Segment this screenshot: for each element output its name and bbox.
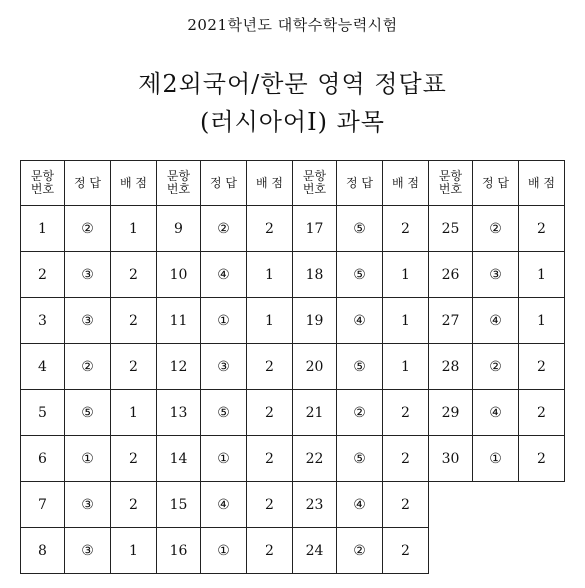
question-number-cell: 24 xyxy=(293,528,337,574)
answer-cell: ② xyxy=(201,206,247,252)
answer-cell: ④ xyxy=(337,298,383,344)
points-cell: 1 xyxy=(519,252,565,298)
answer-cell: ④ xyxy=(337,482,383,528)
header-question-number-line2: 번호 xyxy=(166,182,191,196)
table-row xyxy=(21,298,565,344)
points-cell: 2 xyxy=(247,482,293,528)
header-points: 배 점 xyxy=(519,161,565,206)
answer-cell: ⑤ xyxy=(201,390,247,436)
question-number-cell: 18 xyxy=(293,252,337,298)
points-cell: 2 xyxy=(111,482,157,528)
question-number-cell: 12 xyxy=(157,344,201,390)
answer-cell: ⑤ xyxy=(337,252,383,298)
document-title: 제2외국어/한문 영역 정답표 xyxy=(138,70,447,98)
answer-cell: ④ xyxy=(473,390,519,436)
question-number-cell: 14 xyxy=(157,436,201,482)
table-body xyxy=(21,206,565,574)
header-question-number-line2: 번호 xyxy=(30,182,55,196)
question-number-cell: 8 xyxy=(21,528,65,574)
exam-name: 2021학년도 대학수학능력시험 xyxy=(187,16,398,34)
empty-cell xyxy=(429,528,473,574)
table-row xyxy=(21,528,565,574)
points-cell: 1 xyxy=(383,298,429,344)
answer-cell: ③ xyxy=(201,344,247,390)
question-number-cell: 2 xyxy=(21,252,65,298)
points-cell: 1 xyxy=(111,390,157,436)
points-cell: 2 xyxy=(111,252,157,298)
answer-cell: ② xyxy=(337,390,383,436)
question-number-cell: 3 xyxy=(21,298,65,344)
points-cell: 1 xyxy=(111,206,157,252)
header-question-number-line1: 문항 xyxy=(438,169,463,183)
table-row xyxy=(21,344,565,390)
header-question-number xyxy=(429,161,473,206)
question-number-cell: 29 xyxy=(429,390,473,436)
question-number-cell: 22 xyxy=(293,436,337,482)
answer-cell: ④ xyxy=(473,298,519,344)
answer-cell: ① xyxy=(473,436,519,482)
points-cell: 1 xyxy=(111,528,157,574)
answer-cell: ④ xyxy=(201,482,247,528)
question-number-cell: 11 xyxy=(157,298,201,344)
header-points: 배 점 xyxy=(383,161,429,206)
answer-cell: ② xyxy=(65,206,111,252)
table-row xyxy=(21,482,565,528)
points-cell: 2 xyxy=(383,482,429,528)
points-cell: 2 xyxy=(247,390,293,436)
answer-cell: ① xyxy=(201,298,247,344)
question-number-cell: 1 xyxy=(21,206,65,252)
empty-cell xyxy=(473,528,519,574)
header-question-number xyxy=(293,161,337,206)
answer-cell: ① xyxy=(65,436,111,482)
answer-cell: ① xyxy=(201,528,247,574)
question-number-cell: 28 xyxy=(429,344,473,390)
header-question-number xyxy=(157,161,201,206)
answer-cell: ⑤ xyxy=(337,344,383,390)
points-cell: 1 xyxy=(519,298,565,344)
points-cell: 2 xyxy=(519,436,565,482)
points-cell: 1 xyxy=(247,298,293,344)
answer-cell: ⑤ xyxy=(337,206,383,252)
question-number-cell: 27 xyxy=(429,298,473,344)
question-number-cell: 26 xyxy=(429,252,473,298)
points-cell: 2 xyxy=(247,528,293,574)
points-cell: 2 xyxy=(383,390,429,436)
answer-cell: ② xyxy=(473,206,519,252)
points-cell: 2 xyxy=(519,390,565,436)
question-number-cell: 23 xyxy=(293,482,337,528)
header-answer: 정 답 xyxy=(473,161,519,206)
question-number-cell: 19 xyxy=(293,298,337,344)
points-cell: 1 xyxy=(247,252,293,298)
answer-cell: ⑤ xyxy=(337,436,383,482)
table-row xyxy=(21,436,565,482)
points-cell: 2 xyxy=(247,206,293,252)
answer-cell: ② xyxy=(337,528,383,574)
question-number-cell: 6 xyxy=(21,436,65,482)
question-number-cell: 7 xyxy=(21,482,65,528)
answer-key-table xyxy=(20,160,565,574)
header-question-number-line2: 번호 xyxy=(302,182,327,196)
points-cell: 1 xyxy=(383,252,429,298)
question-number-cell: 17 xyxy=(293,206,337,252)
points-cell: 2 xyxy=(519,206,565,252)
points-cell: 2 xyxy=(247,436,293,482)
header-answer: 정 답 xyxy=(65,161,111,206)
points-cell: 2 xyxy=(111,298,157,344)
points-cell: 2 xyxy=(519,344,565,390)
header-answer: 정 답 xyxy=(337,161,383,206)
answer-cell: ③ xyxy=(473,252,519,298)
answer-cell: ③ xyxy=(65,298,111,344)
header-question-number xyxy=(21,161,65,206)
points-cell: 2 xyxy=(383,206,429,252)
points-cell: 1 xyxy=(383,344,429,390)
question-number-cell: 30 xyxy=(429,436,473,482)
question-number-cell: 10 xyxy=(157,252,201,298)
empty-cell xyxy=(519,528,565,574)
answer-cell: ③ xyxy=(65,528,111,574)
table-row xyxy=(21,252,565,298)
question-number-cell: 21 xyxy=(293,390,337,436)
points-cell: 2 xyxy=(383,436,429,482)
question-number-cell: 4 xyxy=(21,344,65,390)
question-number-cell: 20 xyxy=(293,344,337,390)
answer-cell: ② xyxy=(65,344,111,390)
answer-cell: ① xyxy=(201,436,247,482)
empty-cell xyxy=(473,482,519,528)
question-number-cell: 5 xyxy=(21,390,65,436)
empty-cell xyxy=(519,482,565,528)
question-number-cell: 25 xyxy=(429,206,473,252)
points-cell: 2 xyxy=(111,344,157,390)
question-number-cell: 16 xyxy=(157,528,201,574)
header-question-number-line1: 문항 xyxy=(302,169,327,183)
question-number-cell: 9 xyxy=(157,206,201,252)
table-row xyxy=(21,390,565,436)
answer-cell: ② xyxy=(473,344,519,390)
table-header-row xyxy=(21,161,565,206)
header-question-number-line1: 문항 xyxy=(166,169,191,183)
points-cell: 2 xyxy=(383,528,429,574)
answer-cell: ④ xyxy=(201,252,247,298)
answer-cell: ③ xyxy=(65,252,111,298)
header-question-number-line2: 번호 xyxy=(438,182,463,196)
document-subtitle: (러시아어Ⅰ) 과목 xyxy=(200,108,385,136)
empty-cell xyxy=(429,482,473,528)
header-points: 배 점 xyxy=(111,161,157,206)
answer-cell: ⑤ xyxy=(65,390,111,436)
header-points: 배 점 xyxy=(247,161,293,206)
points-cell: 2 xyxy=(247,344,293,390)
table-row xyxy=(21,206,565,252)
answer-cell: ③ xyxy=(65,482,111,528)
question-number-cell: 15 xyxy=(157,482,201,528)
header-answer: 정 답 xyxy=(201,161,247,206)
question-number-cell: 13 xyxy=(157,390,201,436)
header-question-number-line1: 문항 xyxy=(30,169,55,183)
points-cell: 2 xyxy=(111,436,157,482)
